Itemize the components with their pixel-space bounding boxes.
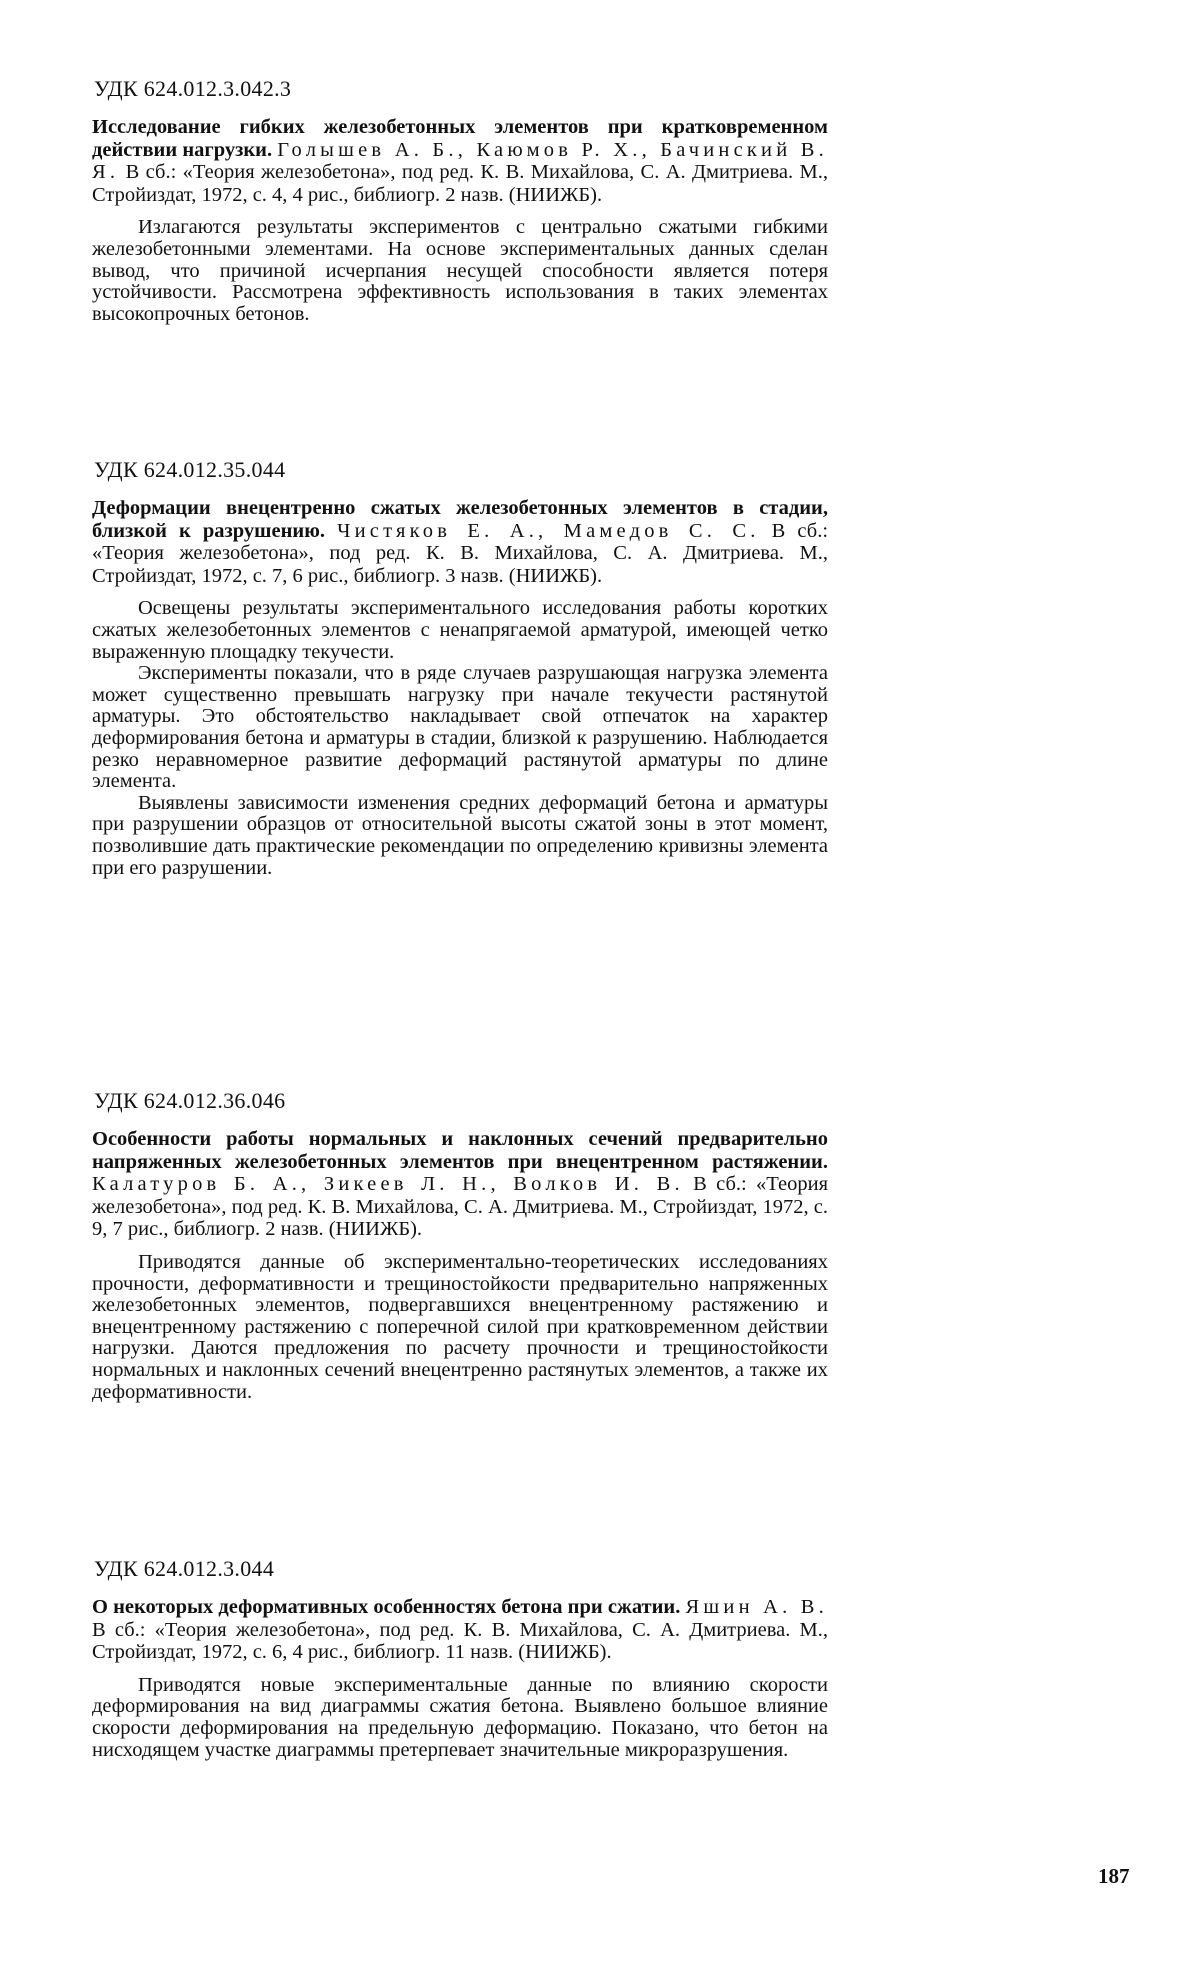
article-authors: Чистяков Е. А., Мамедов С. С. (337, 519, 760, 542)
abstract-paragraph: Освещены результаты экспериментального исследования работы коротких сжатых железобетонных элементов с ненапрягаемой арматурой, имеющей четко выраженную площадку текучести. (92, 597, 828, 663)
udc-code: УДК 624.012.36.046 (94, 1088, 286, 1113)
abstract-paragraph: Приводятся новые экспериментальные данные по влиянию скорости деформирования на вид диаграммы сжатия бетона. Выявлено большое влияние скорости деформирования на предельную деформацию. Показано, что бетон на нисходящем участке диаграммы претерпевает значительные микроразрушения. (92, 1673, 828, 1761)
citation (92, 1128, 828, 1241)
udc-code: УДК 624.012.35.044 (94, 457, 286, 482)
abstract-paragraph: Эксперименты показали, что в ряде случаев разрушающая нагрузка элемента может существенно превышать нагрузку при начале текучести растянутой арматуры. Это обстоятельство накладывает свой отпечаток на характер деформирования бетона и арматуры в стадии, близкой к разрушению. Наблюдается резко неравномерное развитие деформаций растянутой арматуры по длине элемента. (92, 662, 828, 793)
citation (92, 497, 828, 587)
article-title: О некоторых деформативных особенностях бетона при сжатии. (92, 1596, 681, 1618)
article-authors: Яшин А. В. (685, 1596, 828, 1618)
abstract-entry (92, 76, 828, 325)
abstract-text (92, 1675, 828, 1761)
abstract-entry (92, 457, 828, 879)
abstract-text (92, 598, 828, 879)
article-title: Особенности работы нормальных и наклонных сечений предварительно напряженных железобетонных элементов при внецентренном растяжении. (92, 1128, 828, 1173)
abstract-paragraph: Излагаются результаты экспериментов с центрально сжатыми гибкими железобетонными элементами. На основе экспериментальных данных сделан вывод, что причиной исчерпания несущей способности является потеря устойчивости. Рассмотрена эффективность использования в таких элементах высокопрочных бетонов. (92, 216, 828, 325)
abstract-text (92, 1252, 828, 1403)
article-authors: Голышев А. Б., Каюмов Р. Х., Бачинский В. Я. (92, 138, 828, 184)
udc-code: УДК 624.012.3.044 (94, 1556, 275, 1581)
article-authors: Калатуров Б. А., Зикеев Л. Н., Волков И. В. (92, 1173, 684, 1196)
abstract-entry (92, 1556, 828, 1761)
abstract-paragraph: Выявлены зависимости изменения средних деформаций бетона и арматуры при разрушении образцов от относительной высоты сжатой зоны в этот момент, позволившие дать практические рекомендации по определению кривизны элемента при его разрушении. (92, 791, 828, 879)
abstract-entry (92, 1088, 828, 1403)
article-source: В сб.: «Теория железобетона», под ред. К. В. Михайлова, С. А. Дмитриева. М., Стройиздат, 1972, с. 9, 7 рис., библиогр. 2 назв. (НИИЖБ). (92, 1173, 829, 1241)
citation (92, 1596, 828, 1664)
document-page (92, 0, 828, 1980)
page-number: 187 (1098, 1864, 1130, 1888)
article-title: Исследование гибких железобетонных элементов при кратковременном действии нагрузки. (92, 116, 828, 161)
article-title: Деформации внецентренно сжатых железобетонных элементов в стадии, близкой к разрушению. (92, 497, 828, 542)
abstract-paragraph: Приводятся данные об экспериментально-теоретических исследованиях прочности, деформативности и трещиностойкости предварительно напряженных железобетонных элементов, подвергавшихся внецентренному растяжению и внецентренному растяжению с поперечной силой при кратковременном действии нагрузки. Даются предложения по расчету прочности и трещиностойкости нормальных и наклонных сечений внецентренно растянутых элементов, а также их деформативности. (92, 1250, 828, 1403)
article-source: В сб.: «Теория железобетона», под ред. К. В. Михайлова, С. А. Дмитриева. М., Стройиздат, 1972, с. 6, 4 рис., библиогр. 11 назв. (НИИЖБ). (92, 1618, 828, 1664)
citation (92, 116, 828, 206)
article-source: В сб.: «Теория железобетона», под ред. К. В. Михайлова, С. А. Дмитриева. М., Стройиздат, 1972, с. 7, 6 рис., библиогр. 3 назв. (НИИЖБ). (92, 519, 829, 587)
abstract-text (92, 217, 828, 325)
article-source: В сб.: «Теория железобетона», под ред. К. В. Михайлова, С. А. Дмитриева. М., Стройиздат, 1972, с. 4, 4 рис., библиогр. 2 назв. (НИИЖБ). (92, 161, 829, 206)
udc-code: УДК 624.012.3.042.3 (94, 76, 292, 101)
